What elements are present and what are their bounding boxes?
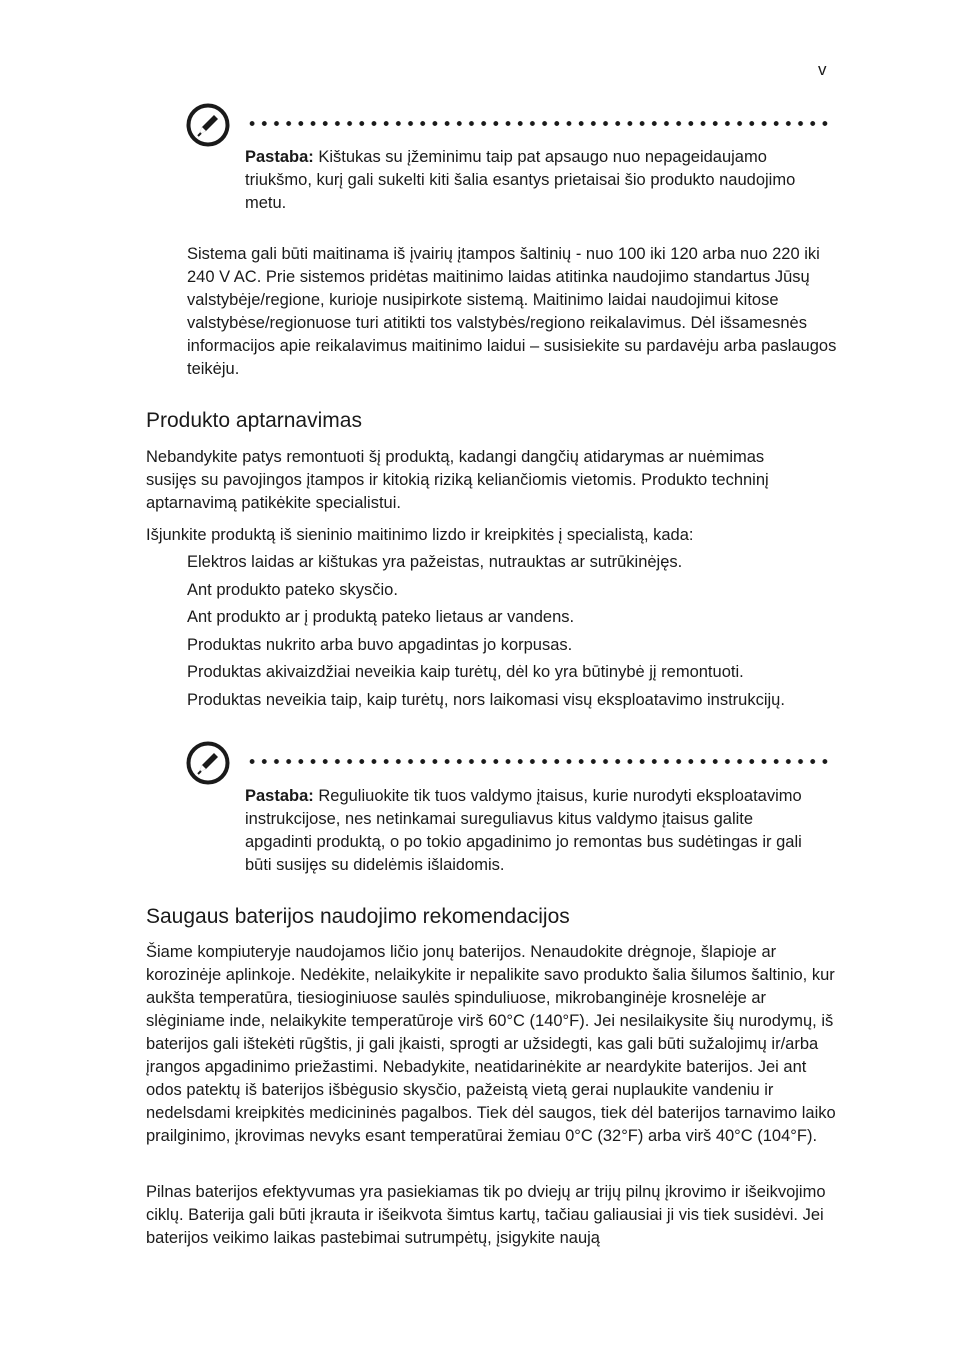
note-label: Pastaba: [245, 787, 314, 805]
note-divider [246, 121, 832, 126]
note-body: Reguliuokite tik tuos valdymo įtaisus, kurie nurodyti eksploatavimo instrukcijose, nes netinkamai sureguliavus kitus valdymo įtaisus galite apgadinti produktą, o po tokio apgadinimo jo remontas bus sudėtingas ir gali būti susijęs su didelėmis išlaidomis. [245, 787, 802, 874]
power-paragraph: Sistema gali būti maitinama iš įvairių įtampos šaltinių - nuo 100 iki 120 arba nuo 220 iki 240 V AC. Prie sistemos pridėtas maitinimo laidas atitinka naudojimo standartus Jūsų valstybėje/regione, kurioje nusipirkote sistemą. Maitinimo laidai naudojimui kitose valstybėse/regionuose turi atitikti tos valstybės/regiono reikalavimus. Dėl išsamesnės informacijos apie reikalavimus maitinimo laidui – susisiekite su pardavėju arba paslaugos teikėju. [187, 245, 837, 378]
service-paragraph: Nebandykite patys remontuoti šį produktą, kadangi dangčių atidarymas ar nuėmimas susijęs su pavojingos įtampos ir kitokią riziką keliančiomis vietomis. Produkto techninį aptarnavimą patikėkite specialistui. [146, 448, 769, 512]
list-item: Ant produkto ar į produktą pateko lietaus ar vandens. [187, 608, 575, 626]
note-body: Kištukas su įžeminimu taip pat apsaugo nuo nepageidaujamo triukšmo, kurį gali sukelti kiti šalia esantys prietaisai šio produkto naudojimo metu. [245, 148, 796, 212]
battery-paragraph: Šiame kompiuteryje naudojamos ličio jonų baterijos. Nenaudokite drėgnoje, šlapioje ar korozinėje aplinkoje. Nedėkite, nelaikykite ir nepalikite savo produkto šalia šilumos šaltinio, kur aukšta temperatūra, tiesioginiuose saulės spinduliuose, mikrobanginėje krosnelėje ar slėginiame inde, nelaikykite temperatūroje virš 60°C (140°F). Jei nesilaikysite šių nurodymų, iš baterijos gali ištekėti rūgštis, ji gali įkaisti, sprogti ar užsidegti, kas gali būti sužalojimų ir/arba įrangos apgadinimo priežastimi. Nebadykite, neatidarinėkite ar neardykite baterijos. Jei ant odos patektų iš baterijos išbėgusio skysčio, pažeistą vietą gerai nuplaukite vandeniu ir nedelsdami kreipkitės medicininės pagalbos. Tiek dėl saugos, tiek dėl baterijos tarnavimo laiko prailginimo, įkrovimas nevyks esant temperatūrai žemiau 0°C (32°F) arba virš 40°C (104°F). [146, 943, 836, 1145]
list-item: Produktas nukrito arba buvo apgadintas jo korpusas. [187, 635, 573, 654]
list-item: Produktas akivaizdžiai neveikia kaip turėtų, dėl ko yra būtinybė jį remontuoti. [187, 663, 744, 681]
note-text [245, 146, 835, 215]
note-pen-icon [186, 103, 230, 147]
service-condition-list [187, 551, 837, 716]
note-label: Pastaba: [245, 148, 314, 166]
battery-paragraph: Pilnas baterijos efektyvumas yra pasiekiamas tik po dviejų ar trijų pilnų įkrovimo ir išeikvojimo ciklų. Baterija gali būti įkrauta ir išeikvota šimtus kartų, tačiau galiausiai ji vis tiek susidėvi. Jei baterijos veikimo laikas pastebimai sutrumpėtų, įsigykite naują [146, 1183, 826, 1247]
page-number: v [818, 60, 827, 79]
list-item: Elektros laidas ar kištukas yra pažeistas, nutrauktas ar sutrūkinėjęs. [187, 553, 683, 571]
service-condition-intro: Išjunkite produktą iš sieninio maitinimo lizdo ir kreipkitės į specialistą, kada: [146, 526, 694, 544]
section-heading-service: Produkto aptarnavimas [146, 409, 362, 432]
note-text [245, 785, 805, 877]
note-pen-icon [186, 741, 230, 785]
note-divider [246, 759, 832, 764]
list-item: Ant produkto pateko skysčio. [187, 580, 398, 599]
list-item: Produktas neveikia taip, kaip turėtų, nors laikomasi visų eksploatavimo instrukcijų. [187, 690, 785, 709]
section-heading-battery: Saugaus baterijos naudojimo rekomendacijos [146, 905, 570, 928]
